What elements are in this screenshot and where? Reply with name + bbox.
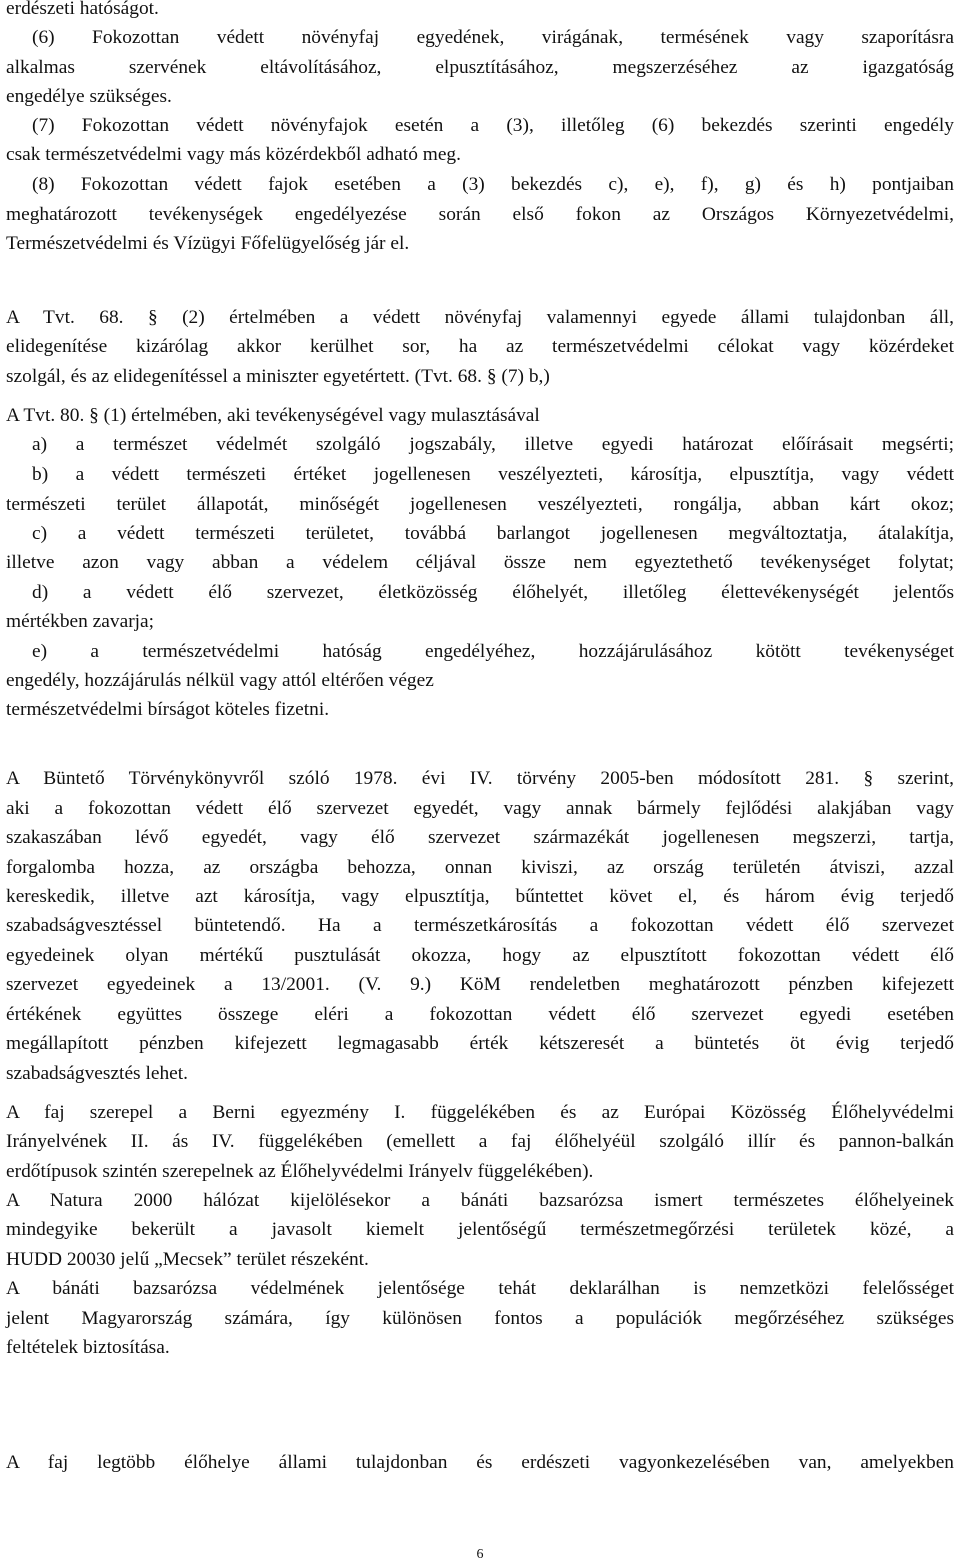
text-line: engedélye szükséges. (6, 86, 172, 107)
text-line: HUDD 20030 jelű „Mecsek” terület részeként. (6, 1249, 369, 1270)
text-line: A faj legtöbb élőhelye állami tulajdonban és erdészeti vagyonkezelésében van, amelyekben (6, 1452, 954, 1473)
text-line: szabadságvesztéssel büntetendő. Ha a természetkárosítás a fokozottan védett élő szervezet (6, 915, 954, 936)
text-line: (6) Fokozottan védett növényfaj egyedének, virágának, termésének vagy szaporításra (32, 27, 954, 48)
text-line: aki a fokozottan védett élő szervezet egyedét, vagy annak bármely fejlődési alakjában vagy (6, 798, 954, 819)
text-line: (7) Fokozottan védett növényfajok esetén a (3), illetőleg (6) bekezdés szerinti engedély (32, 115, 954, 136)
text-line: szakaszában lévő egyedét, vagy élő szervezet származékát jogellenesen megszerzi, tartja, (6, 827, 954, 848)
text-line: A Tvt. 80. § (1) értelmében, aki tevékenységével vagy mulasztásával (6, 405, 540, 426)
text-line: meghatározott tevékenységek engedélyezése során első fokon az Országos Környezetvédelmi, (6, 204, 954, 225)
text-line: csak természetvédelmi vagy más közérdekből adható meg. (6, 144, 461, 165)
text-line: mindegyike bekerült a javasolt kiemelt jelentőségű természetmegőrzési területek közé, a (6, 1219, 954, 1240)
text-line: erdészeti hatóságot. (6, 0, 159, 19)
text-line: (8) Fokozottan védett fajok esetében a (3) bekezdés c), e), f), g) és h) pontjaiban (32, 174, 954, 195)
text-line: A bánáti bazsarózsa védelmének jelentősége tehát deklarálhan is nemzetközi felelősséget (6, 1278, 954, 1299)
text-line: megállapított pénzben kifejezett legmagasabb érték kétszeresét a büntetés öt évig terjedő (6, 1033, 954, 1054)
text-line: egyedeinek olyan mértékű pusztulását okozza, hogy az elpusztított fokozottan védett élő (6, 945, 954, 966)
text-line: forgalomba hozza, az országba behozza, onnan kiviszi, az ország területén átviszi, azzal (6, 857, 954, 878)
text-line: engedély, hozzájárulás nélkül vagy attól eltérően végez (6, 670, 434, 691)
text-line: illetve azon vagy abban a védelem céljával össze nem egyeztethető tevékenységet folytat; (6, 552, 954, 573)
text-line: elidegenítése kizárólag akkor kerülhet sor, ha az természetvédelmi célokat vagy közérdeket (6, 336, 954, 357)
text-line: alkalmas szervének eltávolításához, elpusztításához, megszerzéséhez az igazgatóság (6, 57, 954, 78)
text-line: kereskedik, illetve azt károsítja, vagy elpusztítja, bűntettet követ el, és három évig terjedő (6, 886, 954, 907)
text-line: szolgál, és az elidegenítéssel a miniszter egyetértett. (Tvt. 68. § (7) b,) (6, 366, 550, 387)
text-line: értékének együttes összege eléri a fokozottan védett élő szervezet egyedi esetében (6, 1004, 954, 1025)
text-line: c) a védett természeti területet, továbbá barlangot jogellenesen megváltoztatja, átalakítja, (32, 523, 954, 544)
text-line: Természetvédelmi és Vízügyi Főfelügyelőség jár el. (6, 233, 410, 254)
text-line: b) a védett természeti értéket jogellenesen veszélyezteti, károsítja, elpusztítja, vagy védett (32, 464, 954, 485)
text-line: A Natura 2000 hálózat kijelölésekor a bánáti bazsarózsa ismert természetes élőhelyeinek (6, 1190, 954, 1211)
text-line: A faj szerepel a Berni egyezmény I. függelékében és az Európai Közösség Élőhelyvédelmi (6, 1102, 954, 1123)
text-line: d) a védett élő szervezet, életközösség élőhelyét, illetőleg élettevékenységét jelentős (32, 582, 954, 603)
text-line: A Tvt. 68. § (2) értelmében a védett növényfaj valamennyi egyede állami tulajdonban áll, (6, 307, 954, 328)
text-line: szervezet egyedeinek a 13/2001. (V. 9.) KöM rendeletben meghatározott pénzben kifejezett (6, 974, 954, 995)
text-line: Irányelvének II. ás IV. függelékében (emellett a faj élőhelyéül szolgáló illír és pannon-balkán (6, 1131, 954, 1152)
text-line: jelent Magyarország számára, így különösen fontos a populációk megőrzéséhez szükséges (6, 1308, 954, 1329)
text-line: természetvédelmi bírságot köteles fizetni. (6, 699, 330, 720)
text-line: feltételek biztosítása. (6, 1337, 170, 1358)
text-line: természeti terület állapotát, minőségét jogellenesen veszélyezteti, rongálja, abban kárt okoz; (6, 494, 954, 515)
text-line: e) a természetvédelmi hatóság engedélyéhez, hozzájárulásához kötött tevékenységet (32, 641, 954, 662)
page-number: 6 (476, 1547, 484, 1562)
text-line: erdőtípusok szintén szerepelnek az Élőhelyvédelmi Irányelv függelékében). (6, 1161, 594, 1182)
text-line: szabadságvesztés lehet. (6, 1063, 188, 1084)
text-line: mértékben zavarja; (6, 611, 155, 632)
text-line: A Büntető Törvénykönyvről szóló 1978. évi IV. törvény 2005-ben módosított 281. § szerint, (6, 768, 954, 789)
text-line: a) a természet védelmét szolgáló jogszabály, illetve egyedi határozat előírásait megsérti; (32, 434, 954, 455)
